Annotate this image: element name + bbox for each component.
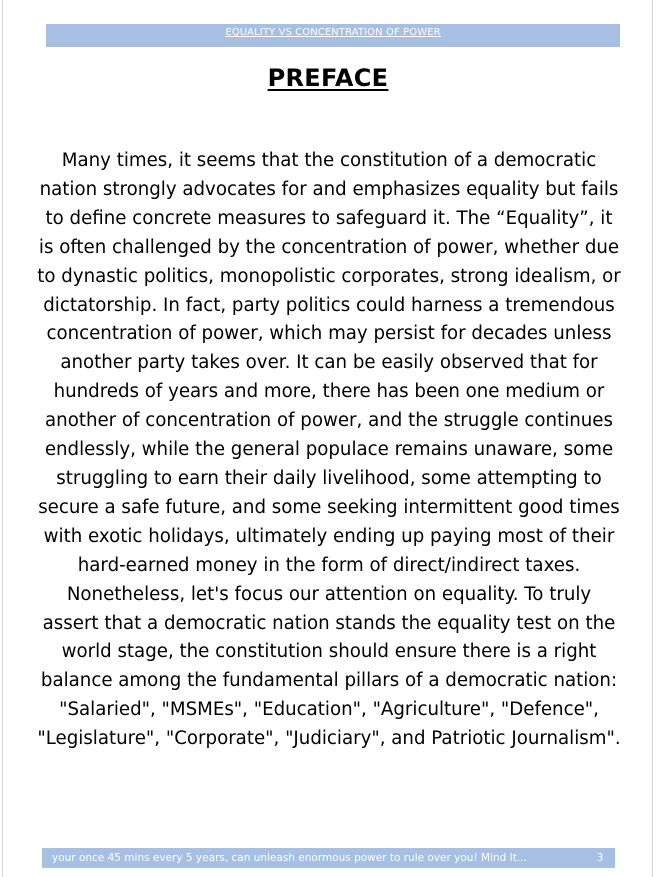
- page-number: 3: [596, 852, 604, 864]
- running-header-title: EQUALITY VS CONCENTRATION OF POWER: [225, 27, 441, 38]
- page-edge-left: [2, 0, 3, 877]
- page-edge-right: [652, 0, 653, 877]
- page-title: PREFACE: [267, 64, 389, 92]
- header-banner: [46, 24, 620, 47]
- footer-banner: [42, 848, 615, 868]
- preface-paragraph: Many times, it seems that the constitution of a democratic nation strongly advocates for and emphasizes equality but fails to define concrete measures to safeguard it. The “Equality”, it is often challenged by the concentration of power, whether due to dynastic politics, monopolistic corporates, strong idealism, or dictatorship. In fact, party politics could harness a tremendous concentration of power, which may persist for decades unless another party takes over. It can be easily observed that for hundreds of years and more, there has been one medium or another of concentration of power, and the struggle continues endlessly, while the general populace remains unaware, some struggling to earn their daily livelihood, some attempting to secure a safe future, and some seeking intermittent good times with exotic holidays, ultimately ending up paying most of their hard-earned money in the form of direct/indirect taxes. Nonetheless, let's focus our attention on equality. To truly assert that a democratic nation stands the equality test on the world stage, the constitution should ensure there is a right balance among the fundamental pillars of a democratic nation: "Salaried", "MSMEs", "Education", "Agriculture", "Defence", "Legislature", "Corporate", "Judiciary", and Patriotic Journalism".: [37, 150, 621, 750]
- footer-tagline: your once 45 mins every 5 years, can unleash enormous power to rule over you! Mind It...: [52, 852, 527, 864]
